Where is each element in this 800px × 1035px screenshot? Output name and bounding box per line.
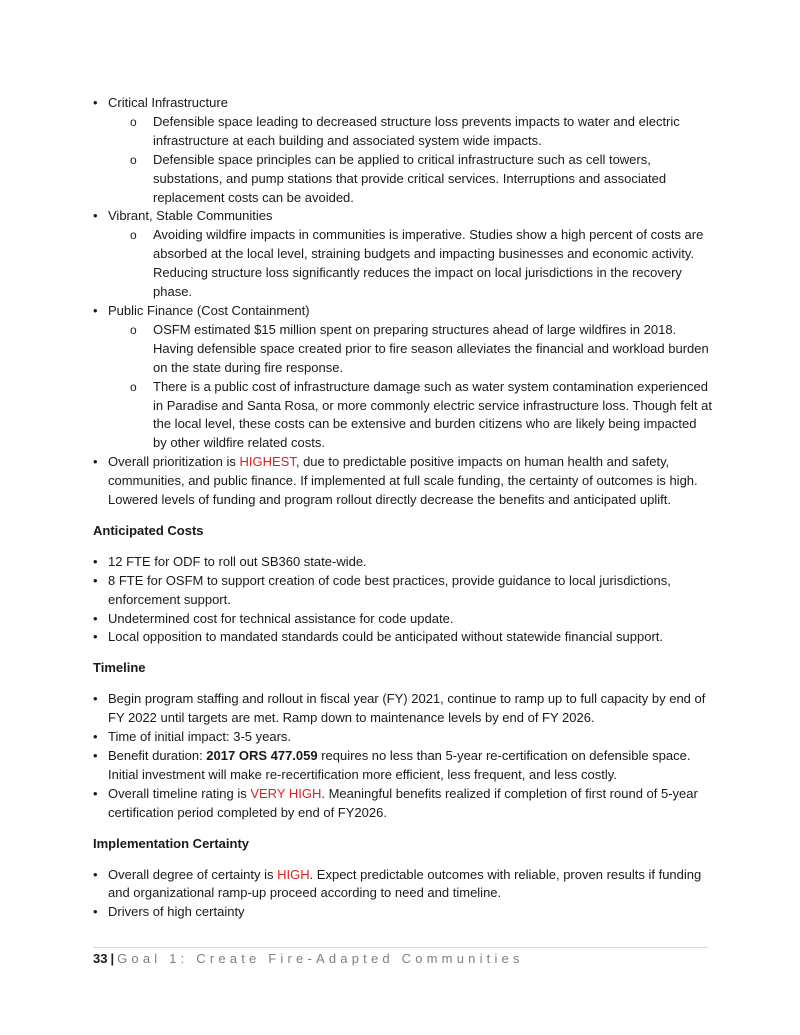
costs-list [93, 553, 713, 648]
text-span: Overall degree of certainty is [108, 866, 278, 882]
section-heading: Timeline [93, 660, 146, 676]
list-item: • Begin program staffing and rollout in fiscal year (FY) 2021, continue to ramp up to full capacity by end of FY 2022 until targets are met. Ramp down to maintenance levels by end of FY 2026. [93, 690, 713, 728]
text-span: Benefit duration: [108, 748, 207, 763]
list-item [93, 747, 713, 785]
bullet-label: Public Finance (Cost Containment) [108, 302, 310, 318]
sub-item: o Defensible space principles can be applied to critical infrastructure such as cell towers, substations, and pump stations that provide critical services. Interruptions and associated replacement costs can be avoided. [153, 151, 713, 208]
sub-item: o OSFM estimated $15 million spent on preparing structures ahead of large wildfires in 2018. Having defensible space created prior to fire season alleviates the financial and workload burden on the state during fire response. [153, 321, 713, 378]
list-item: • Undetermined cost for technical assistance for code update. [93, 610, 713, 629]
list-item [93, 453, 713, 510]
highlight-text: HIGHEST [239, 454, 296, 470]
list-item [93, 866, 713, 904]
highlight-text: VERY HIGH [250, 785, 322, 801]
text-span: , due to predictable positive impacts on human health and safety, communities, and public finance. If implemented at full scale funding, the certainty of outcomes is high. Lowered levels of funding and program rollout directly decrease the benefits and anticipated uplift. [108, 454, 698, 508]
footer-separator: | [110, 951, 115, 966]
certainty-list [93, 866, 713, 923]
text-span: requires no less than 5-year re-certification on defensible space. Initial investment will make re-recertification more efficient, less frequent, and less costly. [108, 748, 691, 782]
page-footer [93, 947, 708, 966]
bullet-label: Vibrant, Stable Communities [108, 208, 273, 224]
sub-list [108, 226, 713, 302]
sub-list [108, 113, 713, 208]
sub-item: o Defensible space leading to decreased structure loss prevents impacts to water and electric infrastructure at each building and associated system wide impacts. [153, 113, 713, 151]
section-heading: Implementation Certainty [93, 835, 250, 851]
highlight-text: HIGH [277, 866, 310, 882]
list-item: • 12 FTE for ODF to roll out SB360 state-wide. [93, 553, 713, 572]
page-number: 33 [93, 951, 108, 966]
benefits-list [93, 94, 713, 510]
list-item: • Time of initial impact: 3-5 years. [93, 728, 713, 747]
timeline-list [93, 690, 713, 822]
section-heading: Anticipated Costs [93, 522, 204, 538]
list-item [93, 785, 713, 823]
sub-item: o There is a public cost of infrastructure damage such as water system contamination experienced in Paradise and Santa Rosa, or more commonly electric service infrastructure loss. Though felt at the local level, these costs can be extensive and burden citizens who are likely being impacted by other wildfire related costs. [153, 378, 713, 454]
list-item [93, 302, 713, 453]
footer-title: Goal 1: Create Fire-Adapted Communities [117, 951, 524, 966]
sub-list [108, 321, 713, 453]
text-span: Overall prioritization is [108, 454, 240, 470]
costs-section [93, 522, 713, 647]
text-span: . Expect predictable outcomes with reliable, proven results if funding and organizational ramp-up proceed according to need and timeline. [108, 866, 702, 901]
list-item [93, 207, 713, 302]
text-span: . Meaningful benefits realized if completion of first round of 5-year certification period completed by end of FY2026. [108, 785, 698, 820]
text-span: Overall timeline rating is [108, 785, 251, 801]
list-item: • Local opposition to mandated standards could be anticipated without statewide financial support. [93, 628, 713, 647]
page-content [93, 94, 713, 922]
sub-item: o Avoiding wildfire impacts in communities is imperative. Studies show a high percent of costs are absorbed at the local level, straining budgets and impacting businesses and economic activity. Reducing structure loss significantly reduces the impact on local jurisdictions in the recovery phase. [153, 226, 713, 302]
timeline-section [93, 659, 713, 822]
bold-text: 2017 ORS 477.059 [206, 748, 318, 763]
list-item: • 8 FTE for OSFM to support creation of code best practices, provide guidance to local jurisdictions, enforcement support. [93, 572, 713, 610]
list-item [93, 94, 713, 207]
bullet-label: Critical Infrastructure [108, 95, 228, 110]
certainty-section [93, 835, 713, 923]
list-item: • Drivers of high certainty [93, 903, 713, 922]
